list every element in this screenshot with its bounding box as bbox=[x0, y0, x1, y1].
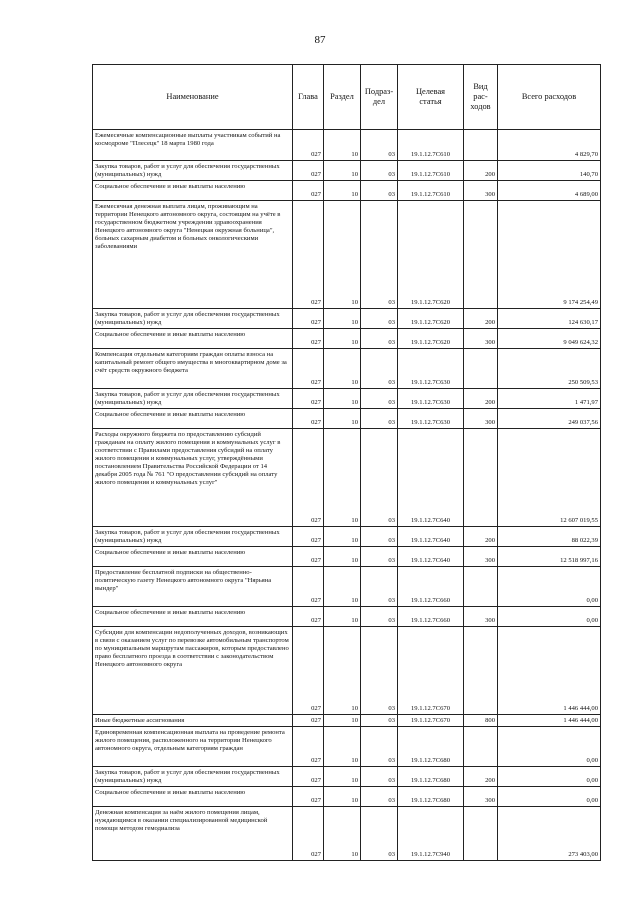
cell-statya: 19.1.12.7С670 bbox=[398, 715, 464, 727]
table-row bbox=[93, 429, 601, 527]
table-row bbox=[93, 607, 601, 627]
cell-glava: 027 bbox=[293, 409, 324, 429]
cell-vid bbox=[464, 567, 498, 607]
cell-glava: 027 bbox=[293, 309, 324, 329]
cell-razdel: 10 bbox=[324, 527, 361, 547]
budget-table bbox=[92, 64, 601, 861]
cell-name: Единовременная компенсационная выплата на проведение ремонта жилого помещения, расположенного на территории Ненецкого автономного округа, отдельным категориям граждан bbox=[93, 727, 293, 767]
table-row bbox=[93, 567, 601, 607]
cell-statya: 19.1.12.7С620 bbox=[398, 309, 464, 329]
cell-total: 0,00 bbox=[498, 607, 601, 627]
table-row bbox=[93, 309, 601, 329]
cell-name: Предоставление бесплатной подписки на общественно-политическую газету Ненецкого автономного округа "Нярьяна вындер" bbox=[93, 567, 293, 607]
table-row bbox=[93, 349, 601, 389]
cell-glava: 027 bbox=[293, 201, 324, 309]
cell-glava: 027 bbox=[293, 627, 324, 715]
cell-podrazdel: 03 bbox=[361, 527, 398, 547]
cell-vid bbox=[464, 727, 498, 767]
cell-glava: 027 bbox=[293, 349, 324, 389]
cell-total: 4 829,70 bbox=[498, 130, 601, 161]
cell-podrazdel: 03 bbox=[361, 807, 398, 861]
cell-total: 124 630,17 bbox=[498, 309, 601, 329]
cell-total: 4 689,00 bbox=[498, 181, 601, 201]
cell-glava: 027 bbox=[293, 767, 324, 787]
cell-glava: 027 bbox=[293, 607, 324, 627]
cell-vid: 200 bbox=[464, 309, 498, 329]
cell-podrazdel: 03 bbox=[361, 627, 398, 715]
cell-vid: 200 bbox=[464, 767, 498, 787]
col-header-glava: Глава bbox=[293, 65, 324, 130]
cell-podrazdel: 03 bbox=[361, 130, 398, 161]
cell-vid: 300 bbox=[464, 329, 498, 349]
col-header-name: Наименование bbox=[93, 65, 293, 130]
cell-name: Закупка товаров, работ и услуг для обеспечения государственных (муниципальных) нужд bbox=[93, 767, 293, 787]
cell-podrazdel: 03 bbox=[361, 181, 398, 201]
cell-total: 0,00 bbox=[498, 567, 601, 607]
cell-statya: 19.1.12.7С670 bbox=[398, 627, 464, 715]
table-header-row bbox=[93, 65, 601, 130]
cell-vid bbox=[464, 201, 498, 309]
cell-total: 88 022,39 bbox=[498, 527, 601, 547]
cell-vid: 300 bbox=[464, 181, 498, 201]
table-row bbox=[93, 181, 601, 201]
cell-podrazdel: 03 bbox=[361, 389, 398, 409]
cell-vid: 300 bbox=[464, 547, 498, 567]
cell-vid bbox=[464, 807, 498, 861]
cell-total: 12 607 019,55 bbox=[498, 429, 601, 527]
cell-glava: 027 bbox=[293, 130, 324, 161]
cell-podrazdel: 03 bbox=[361, 409, 398, 429]
cell-vid: 800 bbox=[464, 715, 498, 727]
cell-name: Социальное обеспечение и иные выплаты населению bbox=[93, 181, 293, 201]
cell-statya: 19.1.12.7С680 bbox=[398, 767, 464, 787]
cell-name: Расходы окружного бюджета по предоставлению субсидий гражданам на оплату жилого помещения и коммунальных услуг в соответствии с Правилами предоставления субсидий на оплату жилого помещения и коммунальных услуг, утверждёнными постановлением Правительства Российской Федерации от 14 декабря 2005 года № 761 "О предоставлении субсидий на оплату жилого помещения и коммунальных услуг" bbox=[93, 429, 293, 527]
cell-razdel: 10 bbox=[324, 429, 361, 527]
cell-name: Социальное обеспечение и иные выплаты населению bbox=[93, 547, 293, 567]
cell-podrazdel: 03 bbox=[361, 787, 398, 807]
cell-razdel: 10 bbox=[324, 409, 361, 429]
cell-statya: 19.1.12.7С940 bbox=[398, 807, 464, 861]
cell-glava: 027 bbox=[293, 567, 324, 607]
cell-razdel: 10 bbox=[324, 547, 361, 567]
cell-glava: 027 bbox=[293, 389, 324, 409]
cell-total: 9 049 624,32 bbox=[498, 329, 601, 349]
cell-total: 1 446 444,00 bbox=[498, 627, 601, 715]
table-row bbox=[93, 329, 601, 349]
cell-total: 273 403,00 bbox=[498, 807, 601, 861]
table-body bbox=[93, 130, 601, 861]
cell-total: 0,00 bbox=[498, 787, 601, 807]
cell-name: Закупка товаров, работ и услуг для обеспечения государственных (муниципальных) нужд bbox=[93, 161, 293, 181]
table-row bbox=[93, 767, 601, 787]
cell-vid: 200 bbox=[464, 527, 498, 547]
cell-statya: 19.1.12.7С660 bbox=[398, 607, 464, 627]
cell-total: 1 471,97 bbox=[498, 389, 601, 409]
cell-glava: 027 bbox=[293, 727, 324, 767]
cell-razdel: 10 bbox=[324, 130, 361, 161]
cell-name: Закупка товаров, работ и услуг для обеспечения государственных (муниципальных) нужд bbox=[93, 389, 293, 409]
cell-podrazdel: 03 bbox=[361, 607, 398, 627]
cell-podrazdel: 03 bbox=[361, 715, 398, 727]
cell-total: 250 509,53 bbox=[498, 349, 601, 389]
cell-statya: 19.1.12.7С630 bbox=[398, 349, 464, 389]
col-header-statya: Целевая статья bbox=[398, 65, 464, 130]
cell-glava: 027 bbox=[293, 181, 324, 201]
cell-razdel: 10 bbox=[324, 201, 361, 309]
cell-statya: 19.1.12.7С660 bbox=[398, 567, 464, 607]
table-row bbox=[93, 547, 601, 567]
cell-glava: 027 bbox=[293, 547, 324, 567]
cell-razdel: 10 bbox=[324, 389, 361, 409]
cell-glava: 027 bbox=[293, 715, 324, 727]
page-number: 87 bbox=[314, 34, 326, 46]
cell-name: Иные бюджетные ассигнования bbox=[93, 715, 293, 727]
cell-statya: 19.1.12.7С680 bbox=[398, 727, 464, 767]
cell-statya: 19.1.12.7С640 bbox=[398, 429, 464, 527]
table-row bbox=[93, 389, 601, 409]
cell-razdel: 10 bbox=[324, 567, 361, 607]
cell-glava: 027 bbox=[293, 787, 324, 807]
col-header-total: Всего расходов bbox=[498, 65, 601, 130]
cell-vid bbox=[464, 429, 498, 527]
cell-total: 249 037,56 bbox=[498, 409, 601, 429]
cell-statya: 19.1.12.7С630 bbox=[398, 389, 464, 409]
cell-name: Социальное обеспечение и иные выплаты населению bbox=[93, 607, 293, 627]
cell-vid: 300 bbox=[464, 787, 498, 807]
table-row bbox=[93, 787, 601, 807]
cell-name: Денежная компенсация за наём жилого помещения лицам, нуждающимся в оказании специализированной медицинской помощи методом гемодиализа bbox=[93, 807, 293, 861]
cell-razdel: 10 bbox=[324, 807, 361, 861]
cell-statya: 19.1.12.7С610 bbox=[398, 181, 464, 201]
cell-podrazdel: 03 bbox=[361, 547, 398, 567]
cell-statya: 19.1.12.7С620 bbox=[398, 329, 464, 349]
table-row bbox=[93, 527, 601, 547]
cell-podrazdel: 03 bbox=[361, 349, 398, 389]
table-row bbox=[93, 201, 601, 309]
cell-vid bbox=[464, 130, 498, 161]
table-row bbox=[93, 715, 601, 727]
table-row bbox=[93, 409, 601, 429]
cell-total: 0,00 bbox=[498, 727, 601, 767]
cell-vid: 300 bbox=[464, 607, 498, 627]
table-row bbox=[93, 807, 601, 861]
cell-glava: 027 bbox=[293, 807, 324, 861]
cell-razdel: 10 bbox=[324, 181, 361, 201]
col-header-vid: Вид рас- ходов bbox=[464, 65, 498, 130]
cell-total: 12 518 997,16 bbox=[498, 547, 601, 567]
cell-podrazdel: 03 bbox=[361, 727, 398, 767]
cell-glava: 027 bbox=[293, 329, 324, 349]
cell-total: 9 174 254,49 bbox=[498, 201, 601, 309]
cell-name: Компенсация отдельным категориям граждан оплаты взноса на капитальный ремонт общего имущества в многоквартирном доме за счёт средств окружного бюджета bbox=[93, 349, 293, 389]
cell-name: Социальное обеспечение и иные выплаты населению bbox=[93, 409, 293, 429]
cell-podrazdel: 03 bbox=[361, 329, 398, 349]
cell-total: 1 446 444,00 bbox=[498, 715, 601, 727]
cell-podrazdel: 03 bbox=[361, 161, 398, 181]
table-row bbox=[93, 627, 601, 715]
cell-razdel: 10 bbox=[324, 607, 361, 627]
cell-razdel: 10 bbox=[324, 767, 361, 787]
cell-podrazdel: 03 bbox=[361, 567, 398, 607]
cell-statya: 19.1.12.7С620 bbox=[398, 201, 464, 309]
cell-podrazdel: 03 bbox=[361, 429, 398, 527]
cell-statya: 19.1.12.7С640 bbox=[398, 527, 464, 547]
cell-name: Субсидии для компенсации недополученных доходов, возникающих в связи с оказанием услуг по перевозке автомобильным транспортом по муниципальным маршрутам пассажиров, которым предоставлено право бесплатного проезда в соответствии с законодательством Ненецкого автономного округа bbox=[93, 627, 293, 715]
cell-razdel: 10 bbox=[324, 727, 361, 767]
cell-name: Ежемесячные компенсационные выплаты участникам событий на космодроме "Плесецк" 18 марта 1980 года bbox=[93, 130, 293, 161]
cell-vid bbox=[464, 627, 498, 715]
cell-vid: 200 bbox=[464, 161, 498, 181]
cell-razdel: 10 bbox=[324, 309, 361, 329]
cell-razdel: 10 bbox=[324, 627, 361, 715]
cell-statya: 19.1.12.7С680 bbox=[398, 787, 464, 807]
cell-name: Социальное обеспечение и иные выплаты населению bbox=[93, 787, 293, 807]
cell-statya: 19.1.12.7С610 bbox=[398, 161, 464, 181]
cell-razdel: 10 bbox=[324, 329, 361, 349]
cell-total: 0,00 bbox=[498, 767, 601, 787]
cell-razdel: 10 bbox=[324, 161, 361, 181]
cell-podrazdel: 03 bbox=[361, 309, 398, 329]
table-row bbox=[93, 727, 601, 767]
col-header-podrazdel: Подраз- дел bbox=[361, 65, 398, 130]
cell-razdel: 10 bbox=[324, 715, 361, 727]
cell-statya: 19.1.12.7С630 bbox=[398, 409, 464, 429]
col-header-razdel: Раздел bbox=[324, 65, 361, 130]
table-row bbox=[93, 161, 601, 181]
cell-razdel: 10 bbox=[324, 787, 361, 807]
cell-podrazdel: 03 bbox=[361, 767, 398, 787]
cell-name: Закупка товаров, работ и услуг для обеспечения государственных (муниципальных) нужд bbox=[93, 527, 293, 547]
cell-glava: 027 bbox=[293, 527, 324, 547]
cell-name: Ежемесячная денежная выплата лицам, проживающим на территории Ненецкого автономного округа, состоящим на учёте в государственном бюджетном учреждении здравоохранения Ненецкого автономного округа "Ненецкая окружная больница", больных сахарным диабетом и больных онкологическими заболеваниями bbox=[93, 201, 293, 309]
cell-statya: 19.1.12.7С610 bbox=[398, 130, 464, 161]
cell-glava: 027 bbox=[293, 429, 324, 527]
cell-podrazdel: 03 bbox=[361, 201, 398, 309]
cell-total: 140,70 bbox=[498, 161, 601, 181]
cell-statya: 19.1.12.7С640 bbox=[398, 547, 464, 567]
cell-vid bbox=[464, 349, 498, 389]
table-row bbox=[93, 130, 601, 161]
cell-razdel: 10 bbox=[324, 349, 361, 389]
cell-name: Социальное обеспечение и иные выплаты населению bbox=[93, 329, 293, 349]
cell-vid: 200 bbox=[464, 389, 498, 409]
cell-vid: 300 bbox=[464, 409, 498, 429]
cell-name: Закупка товаров, работ и услуг для обеспечения государственных (муниципальных) нужд bbox=[93, 309, 293, 329]
cell-glava: 027 bbox=[293, 161, 324, 181]
